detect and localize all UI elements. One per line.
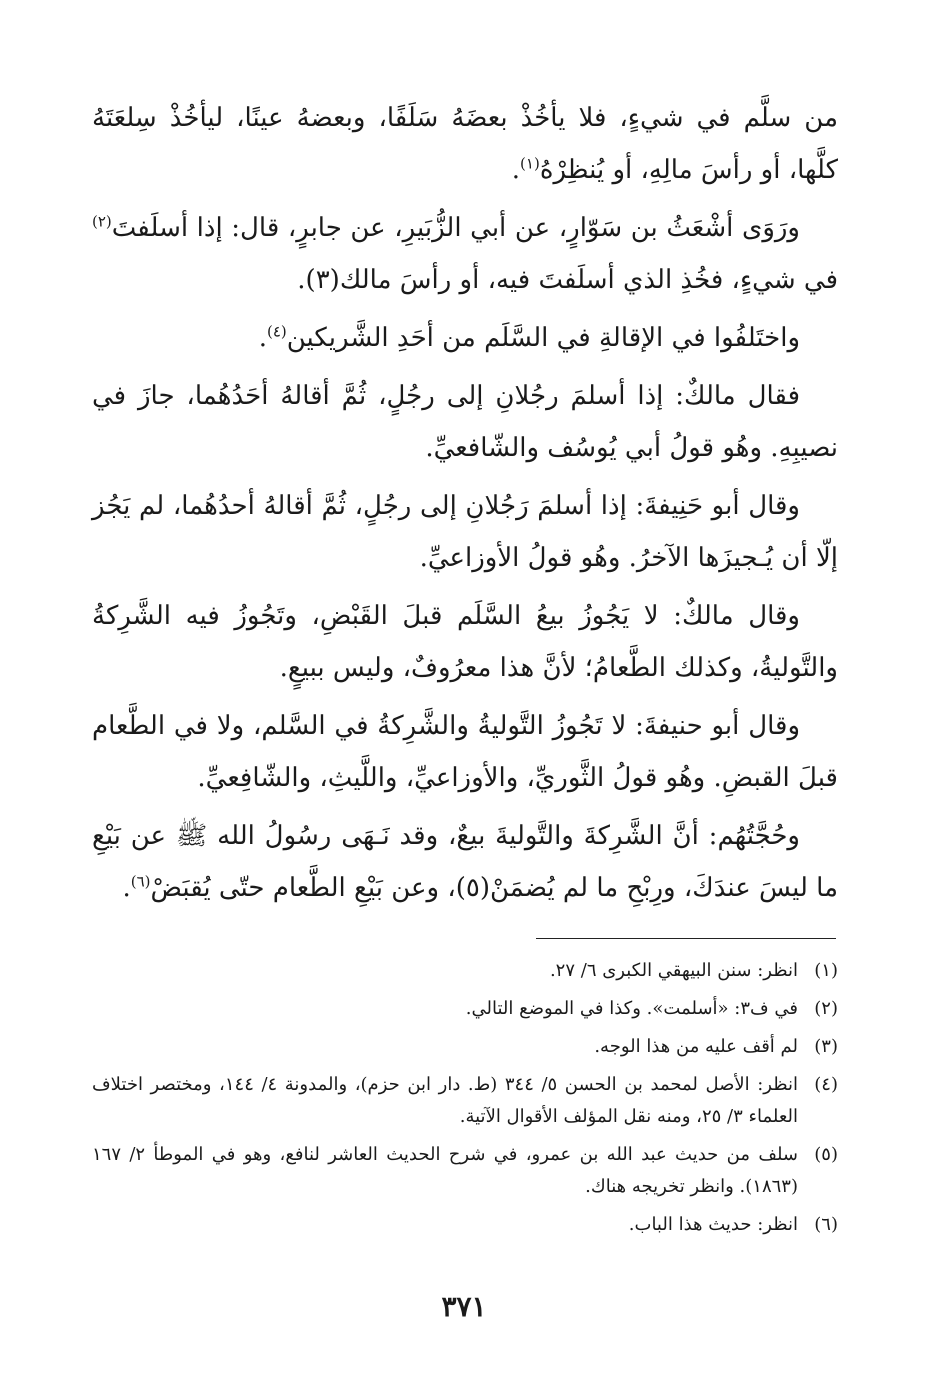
footnote-number: (١) [814,960,838,981]
footnote-text: انظر: سنن البيهقي الكبرى ٦/ ٢٧. [549,960,798,981]
footnote-number: (٦) [814,1214,838,1235]
footnote-text: انظر: الأصل لمحمد بن الحسن ٥/ ٣٤٤ (ط. دار ابن حزم)، والمدونة ٤/ ١٤٤، ومختصر اختلاف العلماء ٣/ ٢٥، ومنه نقل المؤلف الأقوال الآتية. [92,1074,798,1127]
footnote-ref-4: (٤) [266,322,287,341]
paragraph-4: فقال مالكٌ: إذا أسلمَ رجُلانِ إلى رجُلٍ، ثُمَّ أقالهُ أحَدُهُما، جازَ في نصيبِهِ. وهُو قولُ أبي يُوسُف والشّافعيِّ. [92,381,838,463]
footnote-separator [536,938,836,939]
paragraph-3: واختَلفُوا في الإقالةِ في السَّلَم من أحَدِ الشَّريكين$^{(٤)}$. [258,322,800,353]
main-text [92,92,838,920]
paragraph-1: من سلَّم في شيءٍ، فلا يأخُذْ بعضَهُ سَلَفًا، وبعضهُ عينًا، ليأخُذْ سِلعَتَهُ كلَّها، أو رأسَ مالِهِ، أو يُنظِرْهُ$^{(١)}$. [92,103,838,185]
footnote-ref-6: (٦) [130,872,151,891]
footnote-ref-2: (٢) [92,212,112,231]
paragraph-5: وقال أبو حَنِيفةَ: إذا أسلمَ رَجُلانِ إلى رجُلٍ، ثُمَّ أقالهُ أحدُهُما، لم يَجُز إلّا أن يُـجيزَها الآخرُ. وهُو قولُ الأوزاعيِّ. [92,491,838,573]
footnote-text: في ف٣: «أسلمت». وكذا في الموضع التالي. [465,998,798,1019]
paragraph-7: وقال أبو حنيفةَ: لا تَجُوزُ التَّوليةُ والشَّرِكةُ في السَّلم، ولا في الطَّعام قبلَ القبضِ. وهُو قولُ الثَّوريِّ، والأوزاعيِّ، واللَّيثِ، والشّافِعيِّ. [92,711,838,793]
footnote-6 [92,1209,838,1241]
footnotes [92,955,838,1247]
footnote-text: سلف من حديث عبد الله بن عمرو، في شرح الحديث العاشر لنافع، وهو في الموطأ ٢/ ١٦٧ (١٨٦٣). وانظر تخريجه هناك. [92,1144,798,1197]
footnote-number: (٥) [814,1144,838,1165]
footnote-4 [92,1069,838,1133]
footnote-number: (٣) [814,1036,838,1057]
footnote-1 [92,955,838,987]
footnote-text: انظر: حديث هذا الباب. [628,1214,798,1235]
footnote-number: (٤) [814,1074,838,1095]
footnote-text: لم أقف عليه من هذا الوجه. [594,1036,798,1057]
footnote-3 [92,1031,838,1063]
paragraph-2: ورَوَى أشْعَثُ بن سَوّارٍ، عن أبي الزُّبَيرِ، عن جابرٍ، قال: إذا أسلَفتَ$^{(٢)}$ في شيءٍ، فخُذِ الذي أسلَفتَ فيه، أو رأسَ مالك(٣). [92,212,838,295]
footnote-number: (٢) [814,998,838,1019]
paragraph-8: وحُجَّتُهُم: أنَّ الشَّرِكةَ والتَّوليةَ بيعٌ، وقد نَـهَى رسُولُ الله ﷺ عن بَيْعِ ما ليسَ عندَكَ، ورِبْحِ ما لم يُضمَنْ(٥)، وعن بَيْعِ الطَّعام حتّى يُقبَضْ$^{(٦)}$. [92,821,838,903]
paragraph-6: وقال مالكٌ: لا يَجُوزُ بيعُ السَّلَم قبلَ القَبْضِ، وتَجُوزُ فيه الشَّرِكةُ والتَّوليةُ، وكذلك الطَّعامُ؛ لأنَّ هذا معرُوفٌ، وليس ببيعٍ. [92,601,838,683]
footnote-2 [92,993,838,1025]
footnote-ref-1: (١) [520,154,540,173]
page-number: ٣٧١ [441,1290,487,1323]
footnote-5 [92,1139,838,1203]
